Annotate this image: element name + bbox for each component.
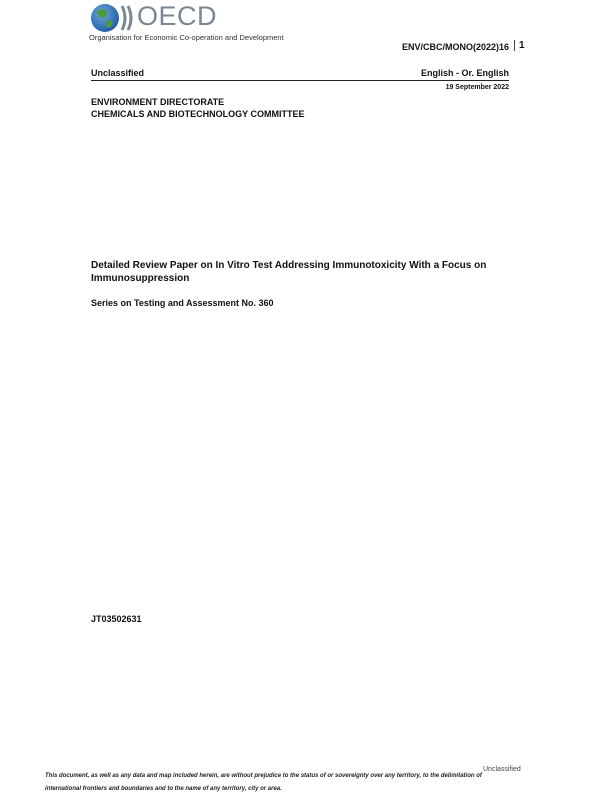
series-label: Series on Testing and Assessment No. 360 (91, 298, 274, 308)
classification-label: Unclassified (91, 68, 145, 78)
directorate-name: ENVIRONMENT DIRECTORATE (91, 97, 225, 107)
organisation-name: Organisation for Economic Co-operation and Development (89, 33, 284, 42)
language-label: English - Or. English (420, 68, 509, 78)
footer-disclaimer: This document, as well as any data and map included herein, are without prejudice to the status of or sovereignty over any territory, to the delimitation of international frontiers and boundaries and to the name of any territory, city or area. (45, 773, 482, 792)
document-date: 19 September 2022 (445, 84, 509, 91)
logo-wordmark: OECD (137, 1, 218, 31)
page-number: 1 (519, 40, 525, 51)
document-title: Detailed Review Paper on In Vitro Test Addressing Immunotoxicity With a Focus on Immunosuppression (91, 260, 487, 284)
page-number-separator (514, 40, 515, 51)
committee-name: CHEMICALS AND BIOTECHNOLOGY COMMITTEE (91, 109, 305, 119)
footer-classification: Unclassified (483, 766, 521, 773)
header-rule (91, 80, 509, 81)
jt-reference-code: JT03502631 (91, 614, 142, 624)
directorate-block (91, 96, 305, 120)
document-code: ENV/CBC/MONO(2022)16 (401, 42, 509, 52)
